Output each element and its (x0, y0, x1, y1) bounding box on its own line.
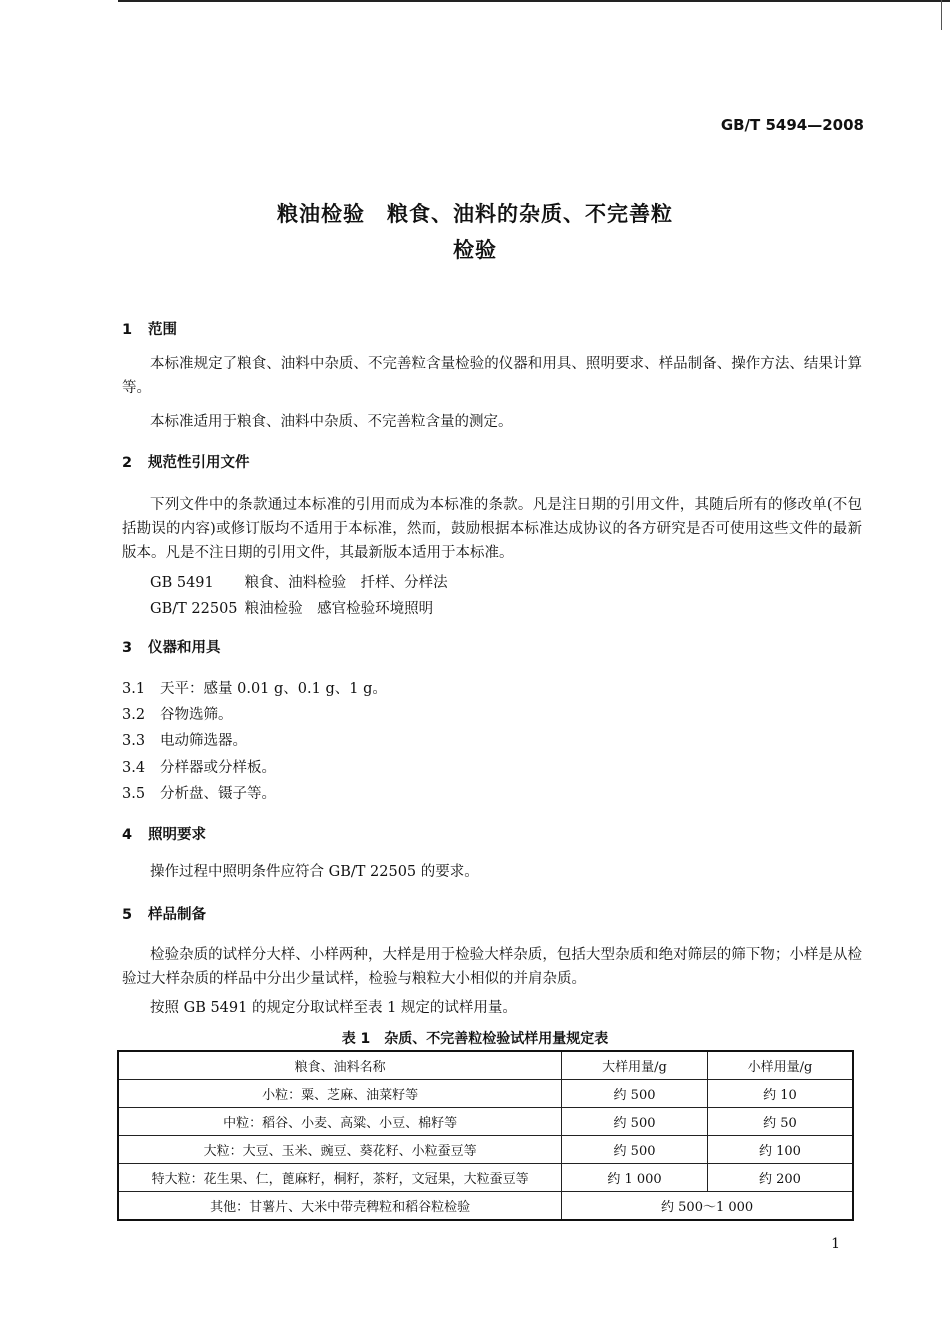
section-title: 规范性引用文件 (148, 455, 250, 471)
reference-title: 粮油检验 感官检验环境照明 (244, 601, 434, 617)
table-cell: 特大粒：花生果、仁，蓖麻籽，桐籽，茶籽，文冠果，大粒蚕豆等 (118, 1164, 562, 1192)
reference-title: 粮食、油料检验 扦样、分样法 (244, 575, 448, 591)
section-number: 1 (122, 322, 133, 338)
section-5-heading (122, 903, 206, 924)
table-cell: 约 200 (707, 1164, 853, 1192)
item-text: 分析盘、镊子等。 (160, 786, 276, 802)
list-item (122, 782, 276, 803)
section-2-paragraph-1: 下列文件中的条款通过本标准的引用而成为本标准的条款。凡是注日期的引用文件，其随后所有的修改单(不包括勘误的内容)或修订版均不适用于本标准，然而，鼓励根据本标准达成协议的各方研究是否可使用这些文件的最新版本。凡是不注日期的引用文件，其最新版本适用于本标准。 (122, 497, 862, 561)
section-1-paragraph-2: 本标准适用于粮食、油料中杂质、不完善粒含量的测定。 (150, 414, 513, 430)
section-number: 5 (122, 907, 133, 923)
table-cell: 大粒：大豆、玉米、豌豆、葵花籽、小粒蚕豆等 (118, 1136, 562, 1164)
item-text: 电动筛选器。 (160, 733, 247, 749)
table-cell: 约 50 (707, 1108, 853, 1136)
section-title: 样品制备 (148, 907, 206, 923)
column-header: 粮食、油料名称 (118, 1051, 562, 1080)
section-number: 4 (122, 827, 133, 843)
table-row (118, 1080, 853, 1108)
table-caption: 表 1 杂质、不完善粒检验试样用量规定表 (341, 1031, 609, 1047)
item-number: 3.2 (122, 707, 146, 723)
table-cell: 约 10 (707, 1080, 853, 1108)
table-row (118, 1192, 853, 1221)
item-text: 谷物选筛。 (160, 707, 233, 723)
item-number: 3.3 (122, 733, 146, 749)
table-cell: 约 100 (707, 1136, 853, 1164)
section-title: 仪器和用具 (148, 640, 221, 656)
section-title: 范围 (148, 322, 177, 338)
normative-reference (150, 571, 448, 592)
item-text: 分样器或分样板。 (160, 760, 276, 776)
list-item (122, 729, 247, 750)
item-text: 天平：感量 0.01 g、0.1 g、1 g。 (160, 681, 387, 697)
document-title-line1: 粮油检验 粮食、油料的杂质、不完善粒 (277, 202, 673, 226)
section-5-paragraph-1: 检验杂质的试样分大样、小样两种，大样是用于检验大样杂质，包括大型杂质和绝对筛层的筛下物；小样是从检验过大样杂质的样品中分出少量试样，检验与粮粒大小相似的并肩杂质。 (122, 947, 862, 987)
section-number: 2 (122, 455, 133, 471)
column-header: 小样用量/g (707, 1051, 853, 1080)
list-item (122, 703, 233, 724)
list-item (122, 756, 276, 777)
reference-code: GB/T 22505 (150, 601, 238, 617)
section-1-paragraph-1: 本标准规定了粮食、油料中杂质、不完善粒含量检验的仪器和用具、照明要求、样品制备、操作方法、结果计算等。 (122, 356, 862, 396)
section-5-paragraph-2: 按照 GB 5491 的规定分取试样至表 1 规定的试样用量。 (150, 1000, 517, 1016)
standard-code: GB/T 5494—2008 (720, 116, 864, 134)
table-cell: 中粒：稻谷、小麦、高粱、小豆、棉籽等 (118, 1108, 562, 1136)
item-number: 3.5 (122, 786, 146, 802)
section-3-heading (122, 636, 221, 657)
section-1-heading (122, 318, 177, 339)
section-4-paragraph-1: 操作过程中照明条件应符合 GB/T 22505 的要求。 (150, 864, 479, 880)
item-number: 3.4 (122, 760, 146, 776)
section-number: 3 (122, 640, 133, 656)
section-4-heading (122, 823, 206, 844)
table-row (118, 1136, 853, 1164)
column-header: 大样用量/g (562, 1051, 708, 1080)
reference-code: GB 5491 (150, 575, 214, 591)
list-item (122, 677, 387, 698)
table-cell: 约 1 000 (562, 1164, 708, 1192)
table-header-row (118, 1051, 853, 1080)
table-row (118, 1164, 853, 1192)
table-cell: 约 500 (562, 1108, 708, 1136)
top-border-rule (118, 0, 950, 2)
sample-quantity-table (117, 1050, 854, 1221)
section-title: 照明要求 (148, 827, 206, 843)
normative-reference (150, 597, 433, 618)
table-cell-merged: 约 500～1 000 (562, 1192, 853, 1221)
table-cell: 约 500 (562, 1080, 708, 1108)
table-row (118, 1108, 853, 1136)
document-title-line2: 检验 (453, 238, 497, 262)
page-number: 1 (831, 1236, 840, 1252)
table-cell: 其他：甘薯片、大米中带壳稗粒和稻谷粒检验 (118, 1192, 562, 1221)
top-corner-rule (941, 0, 942, 30)
section-2-heading (122, 451, 250, 472)
item-number: 3.1 (122, 681, 146, 697)
table-cell: 约 500 (562, 1136, 708, 1164)
table-cell: 小粒：粟、芝麻、油菜籽等 (118, 1080, 562, 1108)
